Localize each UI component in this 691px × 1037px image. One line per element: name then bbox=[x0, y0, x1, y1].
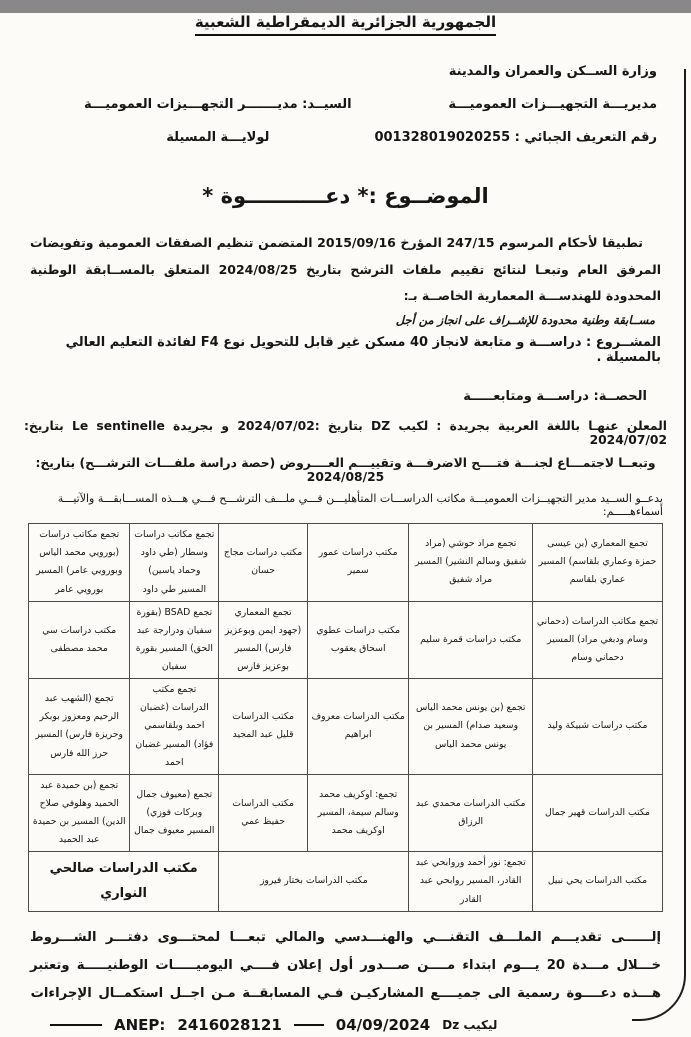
office-cell: مكتب دراسات شبيكة وليد bbox=[533, 679, 663, 775]
office-cell: تجمع مراد حوشي (مراد شفيق وسالم النشير) المسير مراد شفيق bbox=[409, 524, 533, 602]
table-row bbox=[29, 679, 663, 775]
office-cell: مكتب دراسات عطوي اسحاق يعقوب bbox=[307, 601, 408, 679]
table-row bbox=[29, 601, 663, 679]
office-cell: تجمع المعماري (جهود ايمن وبوعزيز فارس) المسير بوعزيز فارس bbox=[219, 601, 308, 679]
office-cell: تجمع: نور أحمد وروابحي عبد القادر، المسير روابحي عبد القادر bbox=[409, 852, 533, 911]
office-cell: تجمع: اوكريف محمد وسالم سيمة، المسير اوكريف محمد bbox=[307, 774, 408, 852]
footer-rule-mid bbox=[294, 1024, 324, 1026]
ministry-line: وزارة الســكن والعمران والمدينة bbox=[448, 64, 657, 79]
ministry-block bbox=[374, 55, 657, 154]
office-cell: تجمع مكاتب دراسات (بورويي محمد الياس وبورويي عامر) المسير بورويي عامر bbox=[29, 524, 130, 602]
office-cell: مكتب الدراسات محمدي عبد الرزاق bbox=[409, 774, 533, 852]
anep-number: 2416028121 bbox=[177, 1015, 282, 1034]
anep-label: ANEP: bbox=[114, 1015, 166, 1034]
office-cell: تجمع (الشهب عبد الرحيم ومعزوز بوبكر وحريزة فارس) المسير حرز الله فارس bbox=[29, 679, 130, 775]
tax-id-line: رقم التعريف الجبائي : 001328019020255 bbox=[374, 130, 657, 146]
office-cell: مكتب الدراسات قهير جمال bbox=[533, 774, 663, 852]
office-cell: مكتب دراسات قمرة سليم bbox=[409, 601, 533, 679]
office-cell: تجمع (بن حميدة عبد الحميد وهلوفي صلاح الدين) المسير بن حميدة عبد الحميد bbox=[29, 774, 130, 852]
table-row bbox=[29, 852, 663, 911]
competition-line: مســابقة وطنية محدودة للإشــراف على انجاز من أجل bbox=[395, 313, 655, 328]
office-cell: مكتب الدراسات بختار فيروز bbox=[219, 852, 409, 911]
office-cell: مكتب الدراسات معروف ابراهيم bbox=[307, 679, 408, 775]
lot-line: الحصــة: دراســـة ومتابعـــــة bbox=[463, 389, 647, 405]
office-cell: تجمع BSAD (بقورة سفيان ودرارجة عبد الحق) المسير بقورة سفيان bbox=[130, 601, 219, 679]
project-line: المشــروع : دراســـة و متابعة لانجاز 40 مسكن غير قابل للتحويل نوع F4 لفائدة التعليم العالي بالمسيلة . bbox=[65, 335, 661, 366]
office-cell: مكتب الدراسات صالحي النواري bbox=[29, 852, 219, 911]
office-cell: تجمع (بن يونس محمد الياس وسعيد صدام) المسير بن يونس محمد الياس bbox=[409, 679, 533, 775]
table-row bbox=[29, 524, 663, 602]
letter-header bbox=[0, 55, 691, 154]
addressee-block bbox=[84, 89, 352, 154]
republic-title bbox=[0, 13, 691, 31]
addressee-line: السيــد: مديـــــــر التجهـــيزات العموميـــة bbox=[84, 97, 352, 112]
office-cell: تجمع مكاتب الدراسات (دحماني وسام ودبغي مراد) المسير دحماني وسام bbox=[533, 601, 663, 679]
qualified-offices-table bbox=[28, 523, 663, 912]
subject-line: الموضــوع :* دعـــــــــــوة * bbox=[202, 184, 489, 209]
committee-meeting-line: وتبعــا لاجتمـــاع لجنـــة فتــــح الاضرفـــة وتقييـــم العــــروض (حصة دراسة ملفـــات الترشـــح) بتاريخ: 2024/08/25 bbox=[35, 456, 656, 485]
office-cell: مكتب دراسات مجاج حسان bbox=[219, 524, 308, 602]
qualified-offices-tbody bbox=[29, 524, 663, 912]
office-cell: تجمع مكتب الدراسات (غضبان احمد وبلقاسمي فؤاد) المسير غضبان احمد bbox=[130, 679, 219, 775]
republic-title-text: الجمهورية الجزائرية الديمقراطية الشعبية bbox=[195, 13, 496, 36]
office-cell: مكتب الدراسات يحي نبيل bbox=[533, 852, 663, 911]
office-cell: مكتب الدراسات قليل عبد المجيد bbox=[219, 679, 308, 775]
office-cell: مكتب الدراسات حفيظ عمي bbox=[219, 774, 308, 852]
footer-date: 04/09/2024 bbox=[335, 1015, 431, 1034]
scanned-invitation-document bbox=[0, 13, 691, 1037]
office-cell: تجمع المعماري (بن عيسى حمزة وعماري بلقاسم) المسير عماري بلقاسم bbox=[533, 524, 663, 602]
announcement-line: المعلن عنهـا باللغة العربية بجريدة : لكيب DZ بتاريخ :2024/07/02 و بجريدة Le sentinelle بتاريخ: 2024/07/02 bbox=[24, 419, 667, 448]
intro-paragraph: تطبيقا لأحكام المرسوم 247/15 المؤرخ 2015/09/16 المتضمن تنظيم الصفقات العمومية وتفويضات المرفق العام وتبعـا لنتائج تقييم ملفات الترشح بتاريخ 2024/08/25 المتعلق بالمســابقة الوطنية المحدودة للهندســـة المعمارية الخاصــة بـ: bbox=[30, 235, 661, 303]
invitation-line: يدعــو الســيد مدير التجهيــزات العموميـــة مكاتب الدراســـات المتأهليـــن فـــي ملـــف الترشـــح فـــي هـــذه المســـابقـــة والآتيـــة أسماءهـــــم: bbox=[57, 492, 663, 519]
office-cell: تجمع مكاتب دراسات وسطار (طي داود وحماد ياسين) المسير طي داود bbox=[130, 524, 219, 602]
closing-paragraph: إلــــــى تقديـــم الملـــف التقنـــي والهنـــدسي والمالي تبعـــا لمحتـــوى دفتـــر الشـــروط خـــلال مـــدة 20 يـــوم ابتداء مــــن صـــدور أول إعلان فــــي اليوميـــــات الوطنيـــــة وتعتبر هـــذه دعــــوة رسمية الى جميــــع المشاركيـن فـي المسابقــة مـن اجــل استكمــال الإجراءات bbox=[30, 929, 661, 1002]
office-cell: تجمع (معيوف جمال وبركات فوزي) المسير معيوف جمال bbox=[130, 774, 219, 852]
office-cell: مكتب دراسات سي محمد مصطفى bbox=[29, 601, 130, 679]
newspaper-name: ليكيب Dz bbox=[442, 1017, 498, 1032]
directorate-line: مديريـــة التجهيـــزات العموميـــة bbox=[448, 97, 657, 113]
footer-rule-left bbox=[50, 1024, 102, 1026]
table-row bbox=[29, 774, 663, 852]
anep-footer bbox=[0, 1016, 691, 1034]
wilaya-line: لولايـــة المسيلة bbox=[166, 129, 270, 145]
office-cell: مكتب دراسات عمور سمير bbox=[307, 524, 408, 602]
